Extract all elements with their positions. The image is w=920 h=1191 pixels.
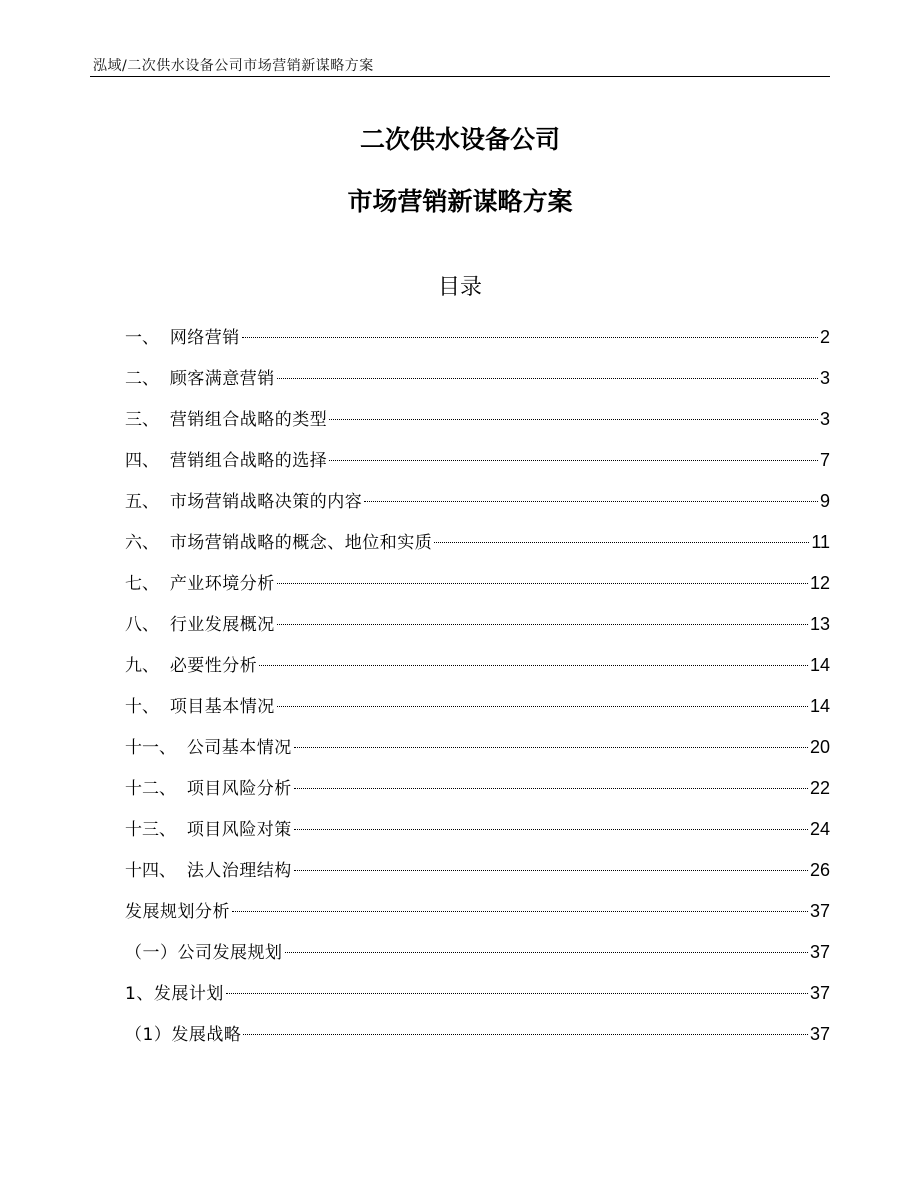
toc-entry-page-number: 20 [809,737,830,757]
toc-dot-leader [226,993,808,994]
toc-entry[interactable] [125,978,830,1019]
toc-entry-label: 行业发展概况 [169,615,275,635]
toc-entry[interactable] [125,773,830,814]
toc-dot-leader [259,665,808,666]
toc-entry[interactable] [125,363,830,404]
toc-entry-label: 市场营销战略决策的内容 [169,492,363,512]
toc-entry[interactable] [125,404,830,445]
toc-dot-leader [277,583,808,584]
toc-entry-label: （一）公司发展规划 [125,943,283,963]
toc-dot-leader [434,542,809,543]
toc-entry-page-number: 14 [809,696,830,716]
toc-dot-leader [329,419,818,420]
toc-entry-page-number: 37 [809,942,830,962]
toc-entry-page-number: 12 [809,573,830,593]
toc-entry-label: 市场营销战略的概念、地位和实质 [169,533,433,553]
table-of-contents [125,322,830,1060]
toc-entry-number: 四、 [125,451,170,471]
toc-entry[interactable] [125,937,830,978]
toc-entry-label: 1、发展计划 [125,984,224,1004]
toc-entry[interactable] [125,486,830,527]
toc-entry-page-number: 3 [819,368,830,388]
toc-entry-page-number: 37 [809,983,830,1003]
toc-entry-page-number: 11 [811,532,830,552]
toc-entry-page-number: 37 [809,1024,830,1044]
toc-entry-number: 五、 [125,492,170,512]
toc-entry[interactable] [125,1019,830,1060]
toc-entry-number: 六、 [125,533,170,553]
toc-entry-number: 一、 [125,328,170,348]
toc-entry[interactable] [125,896,830,937]
toc-entry-number: 十二、 [125,779,187,799]
toc-entry-label: 法人治理结构 [186,861,292,881]
toc-entry-page-number: 26 [809,860,830,880]
toc-dot-leader [364,501,818,502]
toc-entry-number: 十一、 [125,738,187,758]
toc-dot-leader [277,706,808,707]
toc-entry[interactable] [125,445,830,486]
toc-entry-page-number: 2 [819,327,830,347]
toc-entry-page-number: 22 [809,778,830,798]
toc-entry-number: 十四、 [125,861,187,881]
toc-entry-number: 七、 [125,574,170,594]
running-header: 泓域/二次供水设备公司市场营销新谋略方案 [93,58,374,74]
toc-entry-label: 营销组合战略的选择 [169,451,328,471]
toc-dot-leader [285,952,808,953]
toc-entry[interactable] [125,527,830,568]
toc-entry-page-number: 13 [809,614,830,634]
toc-entry[interactable] [125,609,830,650]
toc-dot-leader [242,337,818,338]
toc-dot-leader [232,911,808,912]
toc-entry-number: 二、 [125,369,170,389]
toc-entry-number: 十三、 [125,820,187,840]
toc-dot-leader [243,1034,808,1035]
toc-entry-page-number: 14 [809,655,830,675]
toc-entry-page-number: 37 [809,901,830,921]
toc-entry-label: 项目风险分析 [186,779,292,799]
toc-entry[interactable] [125,691,830,732]
toc-entry-label: 公司基本情况 [186,738,292,758]
toc-entry-page-number: 24 [809,819,830,839]
toc-dot-leader [329,460,818,461]
toc-entry-number: 三、 [125,410,170,430]
toc-entry[interactable] [125,732,830,773]
toc-entry[interactable] [125,814,830,855]
toc-entry-label: 网络营销 [169,328,240,348]
toc-entry-page-number: 9 [819,491,830,511]
document-title-line2: 市场营销新谋略方案 [347,187,573,216]
toc-entry-label: 项目基本情况 [169,697,275,717]
toc-entry-page-number: 3 [819,409,830,429]
toc-entry-label: 营销组合战略的类型 [169,410,328,430]
header-rule [90,76,830,77]
toc-entry-number: 十、 [125,697,170,717]
toc-dot-leader [294,829,808,830]
toc-entry-number: 九、 [125,656,170,676]
document-title-line1: 二次供水设备公司 [359,125,560,154]
toc-entry-label: 顾客满意营销 [169,369,275,389]
toc-entry-label: 发展规划分析 [125,902,230,922]
toc-entry-label: 项目风险对策 [186,820,292,840]
toc-entry[interactable] [125,322,830,363]
toc-entry-number: 八、 [125,615,170,635]
toc-dot-leader [277,378,818,379]
toc-heading: 目录 [437,275,482,300]
toc-entry-label: （1）发展战略 [125,1025,242,1045]
toc-entry[interactable] [125,650,830,691]
toc-dot-leader [294,747,808,748]
toc-entry[interactable] [125,855,830,896]
toc-entry-label: 产业环境分析 [169,574,275,594]
toc-dot-leader [294,788,808,789]
toc-entry[interactable] [125,568,830,609]
toc-entry-page-number: 7 [819,450,830,470]
toc-dot-leader [277,624,808,625]
toc-entry-label: 必要性分析 [169,656,258,676]
toc-dot-leader [294,870,808,871]
